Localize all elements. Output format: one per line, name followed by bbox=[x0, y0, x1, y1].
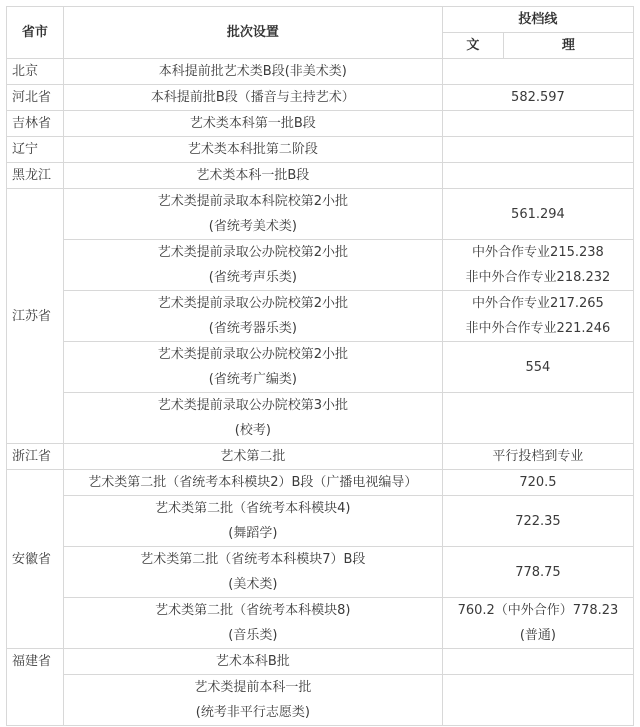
batch-line: 艺术类第二批（省统考本科模块7）B段 bbox=[140, 552, 366, 567]
batch-cell bbox=[63, 342, 442, 393]
batch-cell bbox=[63, 470, 442, 496]
table-row bbox=[7, 470, 634, 496]
table-row bbox=[7, 444, 634, 470]
table-row bbox=[7, 342, 634, 393]
batch-line: 艺术类第二批（省统考本科模块2）B段（广播电视编导） bbox=[88, 475, 418, 490]
batch-line: (舞蹈学) bbox=[228, 526, 278, 541]
province-cell: 江苏省 bbox=[7, 189, 64, 444]
batch-line: (省统考声乐类) bbox=[208, 270, 297, 285]
table-row bbox=[7, 85, 634, 111]
score-line: 582.597 bbox=[511, 90, 565, 105]
batch-cell bbox=[63, 393, 442, 444]
batch-line: 艺术类提前录取本科院校第2小批 bbox=[157, 194, 348, 209]
batch-line: (省统考器乐类) bbox=[208, 321, 297, 336]
score-line: 760.2（中外合作）778.23 bbox=[457, 603, 619, 618]
batch-cell bbox=[63, 163, 442, 189]
province-label: 福建省 bbox=[12, 654, 52, 669]
table-row bbox=[7, 675, 634, 726]
score-line: 平行投档到专业 bbox=[492, 449, 584, 464]
score-cell bbox=[442, 59, 633, 85]
table-row bbox=[7, 598, 634, 649]
score-cell bbox=[442, 598, 633, 649]
score-line: 720.5 bbox=[519, 475, 557, 490]
score-cell bbox=[442, 547, 633, 598]
header-batch: 批次设置 bbox=[63, 7, 442, 59]
score-cell bbox=[442, 649, 633, 675]
batch-cell bbox=[63, 240, 442, 291]
batch-cell bbox=[63, 137, 442, 163]
batch-line: 艺术类本科第一批B段 bbox=[189, 116, 316, 131]
score-line: 778.75 bbox=[515, 564, 561, 580]
score-line: 561.294 bbox=[511, 206, 565, 222]
table-row bbox=[7, 59, 634, 85]
batch-line: 艺术类本科批第二阶段 bbox=[187, 142, 318, 157]
score-cell bbox=[442, 240, 633, 291]
batch-cell bbox=[63, 85, 442, 111]
table-row bbox=[7, 240, 634, 291]
table-row bbox=[7, 547, 634, 598]
batch-line: 艺术本科B批 bbox=[215, 654, 290, 669]
score-cell bbox=[442, 444, 633, 470]
batch-line: 艺术第二批 bbox=[220, 449, 286, 464]
province-cell: 河北省 bbox=[7, 85, 64, 111]
batch-line: (校考) bbox=[234, 423, 271, 438]
batch-line: 艺术类第二批（省统考本科模块8) bbox=[155, 603, 351, 618]
batch-cell bbox=[63, 444, 442, 470]
batch-line: (音乐类) bbox=[228, 628, 278, 643]
batch-cell bbox=[63, 189, 442, 240]
batch-cell bbox=[63, 598, 442, 649]
batch-line: 本科提前批艺术类B段(非美术类) bbox=[158, 64, 347, 79]
table-row bbox=[7, 189, 634, 240]
score-cell bbox=[442, 163, 633, 189]
score-cell bbox=[442, 111, 633, 137]
header-score-line: 投档线 bbox=[442, 7, 633, 33]
batch-cell bbox=[63, 547, 442, 598]
table-row bbox=[7, 163, 634, 189]
score-cell bbox=[442, 342, 633, 393]
score-cell bbox=[442, 189, 633, 240]
header-science: 理 bbox=[503, 33, 633, 59]
province-cell: 辽宁 bbox=[7, 137, 64, 163]
score-table bbox=[6, 6, 634, 726]
score-cell bbox=[442, 393, 633, 444]
batch-line: (省统考美术类) bbox=[208, 219, 297, 234]
batch-line: 艺术类本科一批B段 bbox=[196, 168, 310, 183]
table-row bbox=[7, 111, 634, 137]
score-line: 非中外合作专业218.232 bbox=[465, 270, 611, 285]
score-line: (普通) bbox=[519, 628, 557, 643]
table-row bbox=[7, 137, 634, 163]
table-row bbox=[7, 393, 634, 444]
batch-line: 艺术类第二批（省统考本科模块4) bbox=[155, 501, 351, 516]
batch-cell bbox=[63, 496, 442, 547]
batch-line: 艺术类提前录取公办院校第2小批 bbox=[157, 296, 348, 311]
score-cell bbox=[442, 470, 633, 496]
batch-line: (省统考广编类) bbox=[208, 372, 297, 387]
batch-line: 艺术类提前录取公办院校第2小批 bbox=[157, 245, 348, 260]
score-cell bbox=[442, 85, 633, 111]
batch-line: 艺术类提前录取公办院校第2小批 bbox=[157, 347, 348, 362]
batch-cell bbox=[63, 59, 442, 85]
score-cell bbox=[442, 496, 633, 547]
province-cell: 浙江省 bbox=[7, 444, 64, 470]
province-cell: 吉林省 bbox=[7, 111, 64, 137]
batch-line: 艺术类提前录取公办院校第3小批 bbox=[157, 398, 348, 413]
batch-line: 艺术类提前本科一批 bbox=[194, 680, 312, 695]
score-line: 中外合作专业217.265 bbox=[472, 296, 604, 311]
header-province: 省市 bbox=[7, 7, 64, 59]
score-line: 中外合作专业215.238 bbox=[472, 245, 604, 260]
batch-cell bbox=[63, 649, 442, 675]
province-cell: 黑龙江 bbox=[7, 163, 64, 189]
score-line: 非中外合作专业221.246 bbox=[465, 321, 611, 336]
batch-line: (统考非平行志愿类) bbox=[195, 705, 310, 720]
province-cell: 安徽省 bbox=[7, 470, 64, 649]
batch-cell bbox=[63, 675, 442, 726]
table-row bbox=[7, 291, 634, 342]
header-arts: 文 bbox=[442, 33, 503, 59]
table-header-row bbox=[7, 7, 634, 33]
batch-cell bbox=[63, 111, 442, 137]
batch-cell bbox=[63, 291, 442, 342]
province-cell bbox=[7, 649, 64, 726]
province-cell: 北京 bbox=[7, 59, 64, 85]
score-line: 722.35 bbox=[515, 513, 561, 529]
batch-line: 本科提前批B段（播音与主持艺术） bbox=[150, 90, 355, 105]
table-row bbox=[7, 496, 634, 547]
table-row bbox=[7, 649, 634, 675]
score-cell bbox=[442, 291, 633, 342]
batch-line: (美术类) bbox=[228, 577, 278, 592]
score-cell bbox=[442, 137, 633, 163]
score-cell bbox=[442, 675, 633, 726]
score-line: 554 bbox=[525, 359, 551, 375]
